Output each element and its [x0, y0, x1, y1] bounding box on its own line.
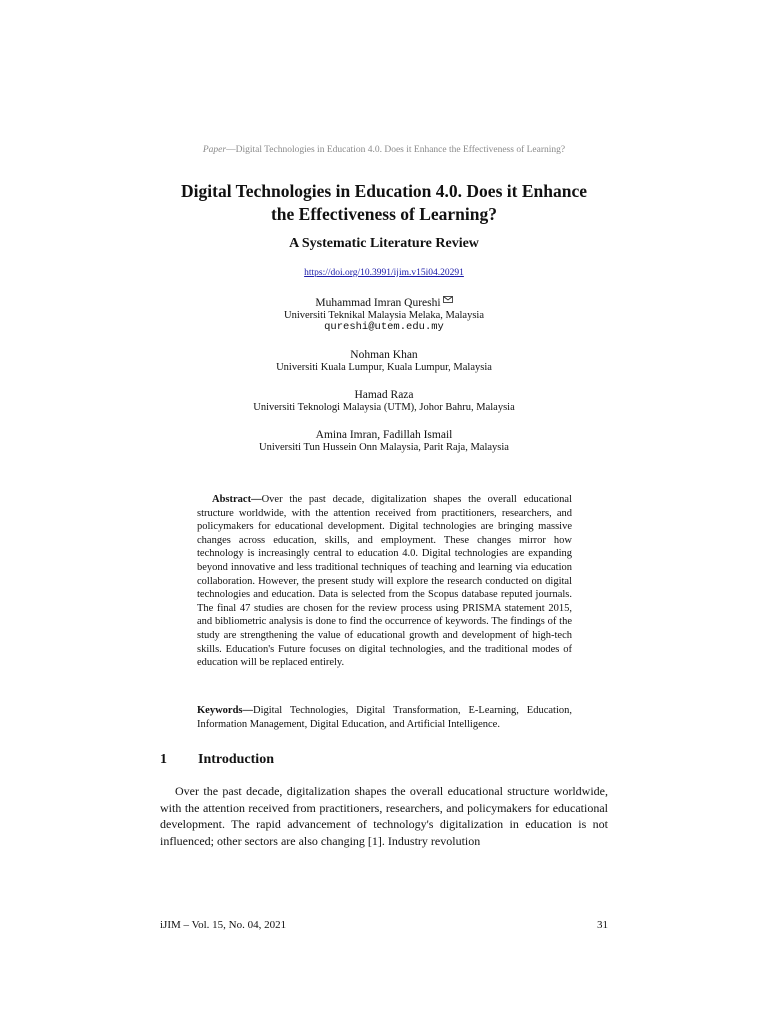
abstract-label: Abstract— — [212, 494, 262, 505]
header-dash: — — [226, 145, 236, 155]
keywords-text: Digital Technologies, Digital Transformation, E-Learning, Education, Information Management, Digital Education, and Artificial Intelligence. — [197, 705, 572, 730]
paper-subtitle: A Systematic Literature Review — [289, 236, 479, 251]
envelope-icon — [443, 294, 453, 306]
author-block-4 — [0, 429, 768, 453]
author-email[interactable]: qureshi@utem.edu.my — [324, 321, 444, 333]
footer-journal: iJIM – Vol. 15, No. 04, 2021 — [160, 919, 287, 931]
author-block-3 — [0, 389, 768, 413]
running-header — [0, 145, 768, 155]
section-number: 1 — [160, 752, 167, 767]
header-label: Paper — [202, 145, 227, 155]
author-name: Amina Imran, Fadillah Ismail — [315, 429, 453, 441]
author-affiliation: Universiti Teknikal Malaysia Melaka, Malaysia — [284, 310, 484, 321]
paper-title — [0, 180, 768, 226]
abstract — [197, 493, 572, 670]
author-name: Nohman Khan — [350, 349, 418, 361]
author-affiliation: Universiti Teknologi Malaysia (UTM), Johor Bahru, Malaysia — [253, 402, 515, 413]
author-name: Muhammad Imran Qureshi — [0, 294, 768, 309]
intro-text: Over the past decade, digitalization shapes the overall educational structure worldwide, with the attention received from practitioners, researchers, and policymakers for educational development. The rapid advancement of technology's digitalization in education is not influenced; other sectors are also changing [1]. Industry revolution — [160, 784, 608, 848]
author-name: Hamad Raza — [354, 389, 414, 401]
footer-page-number: 31 — [597, 919, 608, 931]
keywords — [197, 704, 572, 731]
author-affiliation: Universiti Tun Hussein Onn Malaysia, Parit Raja, Malaysia — [259, 442, 509, 453]
title-line-1: Digital Technologies in Education 4.0. Does it Enhance — [181, 181, 587, 201]
section-heading — [160, 752, 274, 768]
introduction-paragraph — [160, 783, 608, 849]
section-title: Introduction — [198, 752, 274, 767]
abstract-text: Over the past decade, digitalization shapes the overall educational structure worldwide, with the attention received from practitioners, researchers, and policymakers for educational development. Digital technologies are bringing massive changes across education, skills, and employment. These changes mirror how technology is increasingly central to education 4.0. Digital technologies are expanding beyond innovative and less traditional techniques of teaching and learning via education collaboration. However, the present study will explore the research conducted on digital technologies and education. Data is selected from the Scopus database reputed journals. The final 47 studies are chosen for the review process using PRISMA statement 2015, and bibliometric analysis is done to find the occurrence of keywords. The findings of the study are strengthening the value of educational growth and development of high-tech skills. Education's Future focuses on digital technologies, and the traditional modes of education will be replaced entirely. — [197, 494, 572, 669]
keywords-label: Keywords— — [197, 705, 253, 716]
author-block-1 — [0, 294, 768, 333]
author-block-2 — [0, 349, 768, 373]
title-line-2: the Effectiveness of Learning? — [270, 204, 497, 224]
header-running-title: Digital Technologies in Education 4.0. Does it Enhance the Effectiveness of Learning? — [235, 145, 566, 155]
author-affiliation: Universiti Kuala Lumpur, Kuala Lumpur, Malaysia — [276, 362, 492, 373]
doi-link[interactable]: https://doi.org/10.3991/ijim.v15i04.20291 — [304, 268, 464, 278]
